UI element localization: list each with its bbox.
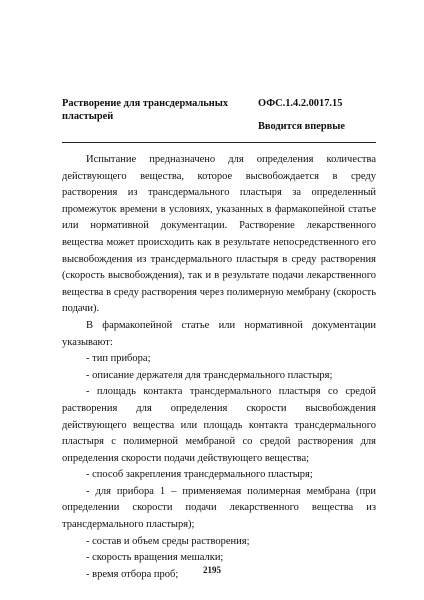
list-item-membrane: - для прибора 1 – применяемая полимерная мембрана (при определении скорости подачи лекарственного вещества из трансдермального пластыря); [62, 485, 376, 531]
list-item-contact-area: - площадь контакта трансдермального пластыря со средой растворения для определения скорости высвобождения действующего вещества или площадь контакта трансдермального пластыря с полимерной мембраной со средой растворения для определения скорости подачи действующего вещества; [62, 386, 376, 464]
list-item-device-type: - тип прибора; [86, 353, 151, 365]
paragraph-intro: Испытание предназначено для определения количества действующего вещества, которое высвобождается в среду растворения из трансдермального пластыря за определенный промежуток времени в условиях, указанных в фармакопейной статье или нормативной документации. Растворение лекарственного вещества может происходить как в результате непосредственного его высвобождения из трансдермального пластыря в среду растворения (скорость высвобождения), так и в результате подачи лекарственного вещества в среду растворения через полимерную мембрану (скорость подачи). [62, 154, 376, 315]
list-item-sampling-time: - время отбора проб; [86, 568, 179, 580]
list-item-medium: - состав и объем среды растворения; [86, 535, 250, 547]
list-item-fixing-method: - способ закрепления трансдермального пластыря; [86, 469, 313, 481]
list-item-stirrer-speed: - скорость вращения мешалки; [86, 552, 224, 564]
monograph-code: ОФС.1.4.2.0017.15 [258, 98, 343, 109]
monograph-title: Растворение для трансдермальных пластырей [62, 98, 229, 122]
intro-note: Вводится впервые [258, 120, 345, 132]
paragraph-requirements-lead: В фармакопейной статье или нормативной документации указывают: [62, 319, 376, 348]
header-divider [62, 142, 376, 143]
page-number: 2195 [203, 565, 221, 575]
body-text [62, 152, 376, 583]
list-item-holder-description: - описание держателя для трансдермального пластыря; [86, 369, 333, 381]
monograph-code-block [258, 98, 378, 133]
